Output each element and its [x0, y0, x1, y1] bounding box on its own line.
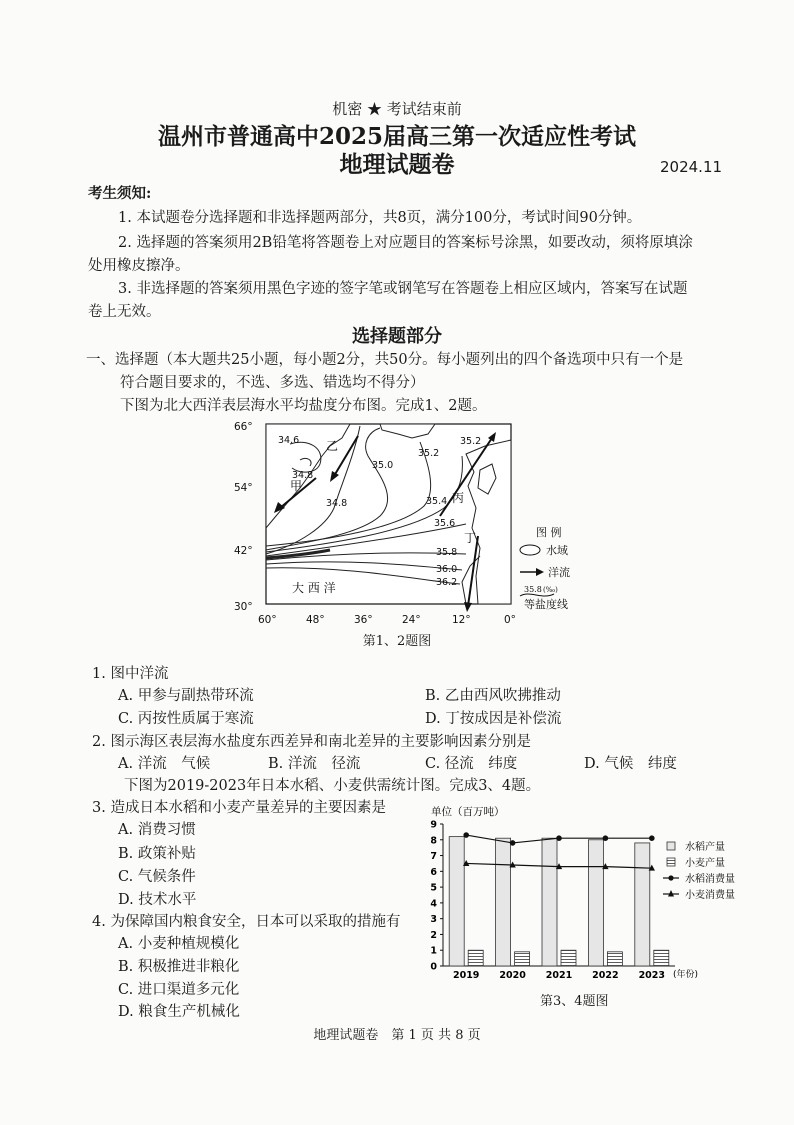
q2-option-d[interactable]: D. 气候 纬度 — [584, 756, 677, 772]
legend-label: 水稻产量 — [685, 842, 725, 853]
legend-water-symbol — [520, 545, 540, 555]
confidential-mark: 机密 ★ 考试结束前 — [332, 100, 462, 118]
q2-option-b[interactable]: B. 洋流 径流 — [268, 756, 361, 772]
lon-label: 48° — [306, 614, 325, 626]
chart-x-suffix: (年份) — [673, 970, 699, 980]
label-bing: 丙 — [452, 491, 465, 505]
isoline-label: 34.8 — [326, 498, 348, 509]
isoline-label: 34.8 — [292, 470, 314, 481]
chart-y-tick-label: 8 — [430, 835, 437, 847]
label-yi: 乙 — [326, 439, 339, 453]
q4-option-c[interactable]: C. 进口渠道多元化 — [118, 982, 240, 998]
isoline-label: 34.6 — [278, 435, 300, 446]
chart-y-tick-label: 0 — [430, 961, 437, 973]
isoline-label: 35.4 — [426, 496, 448, 507]
chart-point-rice-consumption — [556, 835, 562, 841]
section-heading: 一、选择题（本大题共25小题，每小题2分，共50分。每小题列出的四个备选项中只有一个是 — [86, 352, 684, 368]
chart-bar-wheat — [515, 952, 530, 966]
chart-x-tick-label: 2021 — [545, 970, 573, 981]
notice-item-2-cont: 处用橡皮擦净。 — [88, 258, 190, 274]
chart-y-tick-label: 6 — [430, 866, 437, 878]
isoline-label: 36.0 — [436, 564, 458, 575]
q1-option-a[interactable]: A. 甲参与副热带环流 — [118, 688, 254, 704]
legend-isoline: 等盐度线 — [524, 598, 568, 611]
section-title: 选择题部分 — [352, 326, 442, 347]
chart-y-tick-label: 1 — [430, 945, 437, 957]
chart-point-rice-consumption — [649, 835, 655, 841]
chart-y-tick-label: 3 — [430, 914, 437, 926]
lon-label: 24° — [402, 614, 421, 626]
chart-bar-rice — [542, 838, 557, 966]
lon-label: 0° — [504, 614, 516, 626]
chart-point-rice-consumption — [510, 840, 516, 846]
chart-caption: 第3、4题图 — [540, 994, 609, 1009]
chart-bar-rice — [635, 843, 650, 966]
lon-label: 36° — [354, 614, 373, 626]
lon-label: 12° — [452, 614, 471, 626]
q3-option-c[interactable]: C. 气候条件 — [118, 869, 196, 885]
isoline-label: 35.8 — [436, 547, 458, 558]
notice-item-2: 2. 选择题的答案须用2B铅笔将答题卷上对应题目的答案标号涂黑，如要改动，须将原填涂 — [118, 235, 693, 251]
q2-option-c[interactable]: C. 径流 纬度 — [425, 756, 518, 772]
legend-current-symbol — [536, 568, 544, 576]
salinity-map — [230, 416, 590, 630]
legend-label: 水稻消费量 — [685, 874, 735, 885]
legend-marker — [668, 875, 673, 880]
chart-x-tick-label: 2023 — [638, 970, 666, 981]
notice-item-1: 1. 本试题卷分选择题和非选择题两部分，共8页，满分100分，考试时间90分钟。 — [118, 210, 642, 226]
exam-date: 2024.11 — [660, 158, 723, 176]
legend-current: 洋流 — [548, 566, 570, 579]
q2-stem: 2. 图示海区表层海水盐度东西差异和南北差异的主要影响因素分别是 — [92, 734, 531, 750]
isoline-label: 35.6 — [434, 518, 456, 529]
legend-isoline-symbol — [520, 594, 554, 596]
rice-wheat-chart — [425, 802, 745, 1012]
label-ocean: 大 西 洋 — [292, 581, 336, 595]
chart-bar-rice — [449, 837, 464, 966]
lat-label: 66° — [234, 421, 253, 433]
q4-stem: 4. 为保障国内粮食安全，日本可以采取的措施有 — [92, 914, 401, 930]
isoline-label: 35.0 — [372, 460, 394, 471]
chart-y-tick-label: 4 — [430, 898, 437, 910]
chart-bar-wheat — [468, 950, 483, 966]
notice-heading: 考生须知: — [88, 185, 152, 202]
isoline-label: 36.2 — [436, 577, 458, 588]
chart-y-tick-label: 2 — [430, 929, 437, 941]
q4-option-b[interactable]: B. 积极推进非粮化 — [118, 959, 240, 975]
chart-intro: 下图为2019-2023年日本水稻、小麦供需统计图。完成3、4题。 — [124, 778, 541, 794]
legend-isoline-unit: (‰) — [543, 586, 558, 594]
q1-option-d[interactable]: D. 丁按成因是补偿流 — [425, 711, 562, 727]
page-footer: 地理试题卷 第 1 页 共 8 页 — [313, 1028, 481, 1043]
q1-option-c[interactable]: C. 丙按性质属于寒流 — [118, 711, 254, 727]
chart-bar-rice — [496, 838, 511, 966]
q4-option-a[interactable]: A. 小麦种植规模化 — [118, 936, 240, 952]
chart-bar-rice — [588, 840, 603, 966]
isoline-label: 35.2 — [460, 436, 482, 447]
q1-option-b[interactable]: B. 乙由西风吹拂推动 — [425, 688, 561, 704]
chart-x-tick-label: 2022 — [592, 970, 619, 981]
chart-y-tick-label: 9 — [430, 819, 437, 831]
notice-item-3-cont: 卷上无效。 — [88, 304, 161, 320]
legend-isoline-sample: 35.8 — [524, 585, 542, 594]
legend-label: 小麦产量 — [685, 858, 725, 869]
lat-label: 42° — [234, 545, 253, 557]
label-ding: 丁 — [464, 531, 477, 545]
map-caption: 第1、2题图 — [362, 634, 432, 649]
chart-point-rice-consumption — [603, 835, 609, 841]
q3-option-b[interactable]: B. 政策补贴 — [118, 846, 196, 862]
paper-title: 地理试题卷 — [339, 151, 455, 178]
lat-label: 54° — [234, 482, 253, 494]
legend-title: 图 例 — [536, 526, 562, 539]
chart-x-tick-label: 2020 — [499, 970, 526, 981]
chart-y-tick-label: 5 — [430, 882, 437, 894]
chart-unit-label: 单位（百万吨） — [431, 806, 505, 818]
section-heading-cont: 符合题目要求的，不选、多选、错选均不得分） — [120, 375, 425, 391]
legend-label: 小麦消费量 — [685, 890, 735, 901]
label-jia: 甲 — [290, 479, 303, 493]
lat-label: 30° — [234, 601, 253, 613]
notice-item-3: 3. 非选择题的答案须用黑色字迹的签字笔或钢笔写在答题卷上相应区域内，答案写在试题 — [118, 281, 688, 297]
q2-option-a[interactable]: A. 洋流 气候 — [118, 756, 211, 772]
q3-stem: 3. 造成日本水稻和小麦产量差异的主要因素是 — [92, 800, 386, 816]
isoline-label: 35.2 — [418, 448, 440, 459]
q3-option-a[interactable]: A. 消费习惯 — [118, 822, 196, 838]
chart-bar-wheat — [654, 950, 669, 966]
lon-label: 60° — [258, 614, 277, 626]
chart-y-tick-label: 7 — [430, 851, 437, 863]
legend-water: 水域 — [546, 544, 568, 557]
chart-point-rice-consumption — [463, 832, 469, 838]
chart-bar-wheat — [607, 952, 622, 966]
q4-option-d[interactable]: D. 粮食生产机械化 — [118, 1004, 240, 1020]
legend-swatch — [667, 858, 675, 866]
q3-option-d[interactable]: D. 技术水平 — [118, 892, 197, 908]
exam-title: 温州市普通高中2025届高三第一次适应性考试 — [157, 123, 636, 150]
map-intro: 下图为北大西洋表层海水平均盐度分布图。完成1、2题。 — [120, 398, 487, 414]
chart-x-tick-label: 2019 — [452, 970, 480, 981]
legend-marker — [668, 890, 674, 897]
legend-swatch — [667, 842, 675, 850]
chart-bar-wheat — [561, 950, 576, 966]
q1-stem: 1. 图中洋流 — [92, 666, 169, 682]
